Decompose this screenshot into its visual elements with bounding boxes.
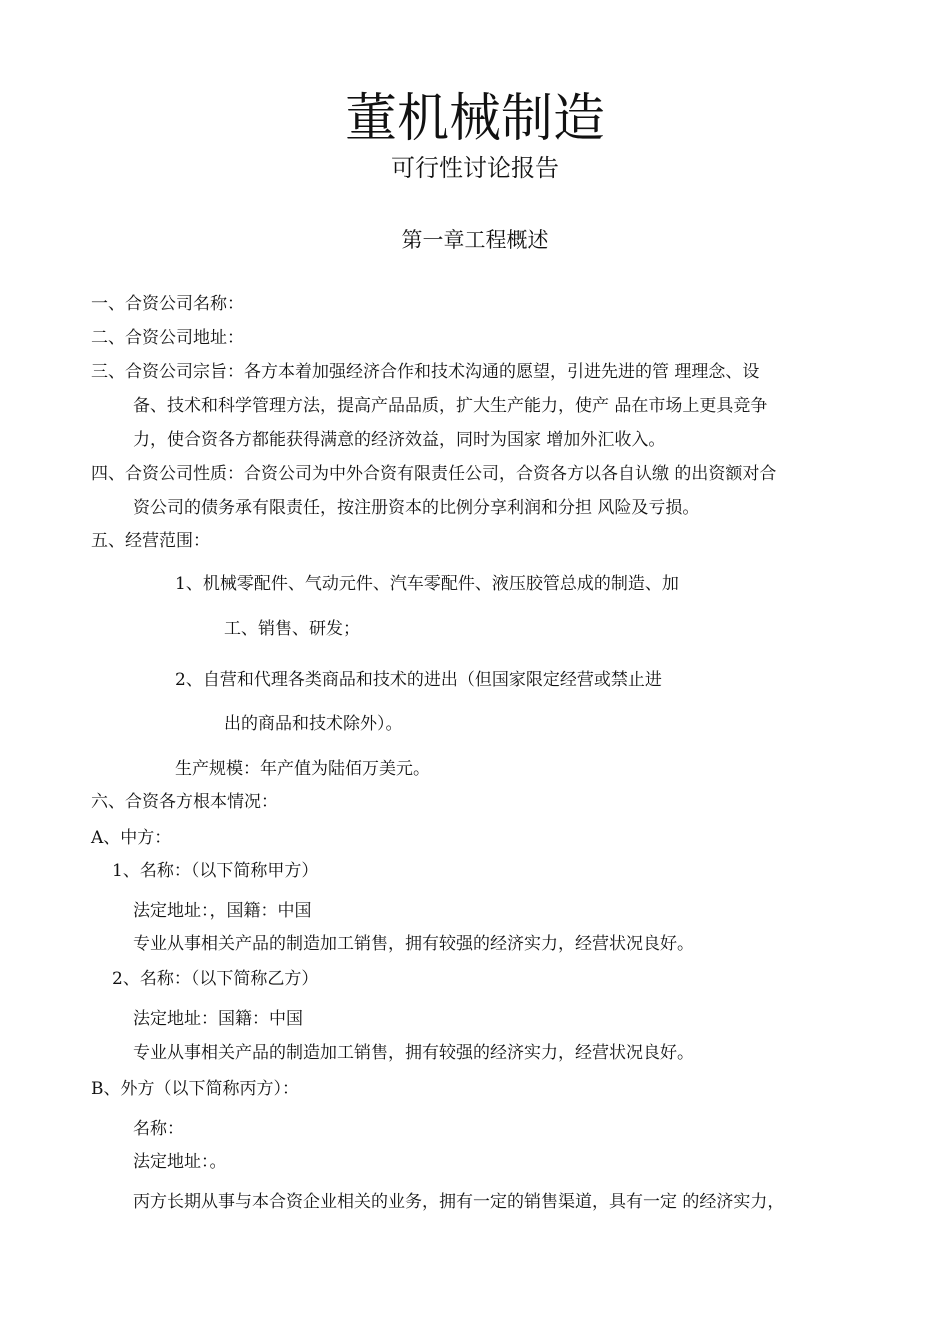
partner-b-address: 法定地址：。: [133, 1152, 227, 1172]
partner-a2-description: 专业从事相关产品的制造加工销售，拥有较强的经济实力，经营状况良好。: [133, 1043, 694, 1063]
section-company-address: 二、合资公司地址：: [91, 328, 244, 348]
scope-item-1-line1: 1、机械零配件、气动元件、汽车零配件、液压胶管总成的制造、加: [175, 574, 679, 594]
scope-item-1-line2: 工、销售、研发；: [224, 619, 360, 639]
section-company-nature-line1: 四、合资公司性质：合资公司为中外合资有限责任公司，合资各方以各自认缴 的出资额对合: [91, 464, 777, 484]
partner-a1-name: 1、名称：（以下简称甲方）: [112, 861, 319, 881]
section-company-purpose-line3: 力，使合资各方都能获得满意的经济效益，同时为国家 增加外汇收入。: [133, 430, 666, 450]
scope-item-2-line1: 2、自营和代理各类商品和技术的进出（但国家限定经营或禁止进: [175, 670, 662, 690]
partner-a2-address: 法定地址：国籍：中国: [133, 1009, 303, 1029]
production-scale: 生产规模：年产值为陆佰万美元。: [175, 759, 430, 779]
section-company-nature-line2: 资公司的债务承有限责任，按注册资本的比例分享利润和分担 风险及亏损。: [133, 498, 700, 518]
section-company-purpose-line2: 备、技术和科学管理方法，提高产品品质，扩大生产能力，使产 品在市场上更具竞争: [133, 396, 768, 416]
partner-b-name: 名称：: [133, 1119, 184, 1139]
section-partners: 六、合资各方根本情况：: [91, 792, 278, 812]
partner-a-heading: A、中方：: [91, 828, 172, 848]
document-subtitle: 可行性讨论报告: [391, 154, 559, 182]
partner-b-heading: B、外方（以下简称丙方）：: [91, 1079, 299, 1099]
section-business-scope: 五、经营范围：: [91, 531, 210, 551]
chapter-heading: 第一章工程概述: [401, 228, 549, 252]
section-company-name: 一、合资公司名称：: [91, 294, 244, 314]
document-title: 董机械制造: [344, 89, 605, 149]
section-company-purpose-line1: 三、合资公司宗旨：各方本着加强经济合作和技术沟通的愿望，引进先进的管 理理念、设: [91, 362, 760, 382]
partner-b-description: 丙方长期从事与本合资企业相关的业务，拥有一定的销售渠道，具有一定 的经济实力，: [133, 1192, 785, 1212]
scope-item-2-line2: 出的商品和技术除外）。: [224, 714, 403, 734]
partner-a1-address: 法定地址：，国籍：中国: [133, 901, 312, 921]
partner-a1-description: 专业从事相关产品的制造加工销售，拥有较强的经济实力，经营状况良好。: [133, 934, 694, 954]
partner-a2-name: 2、名称：（以下简称乙方）: [112, 969, 319, 989]
